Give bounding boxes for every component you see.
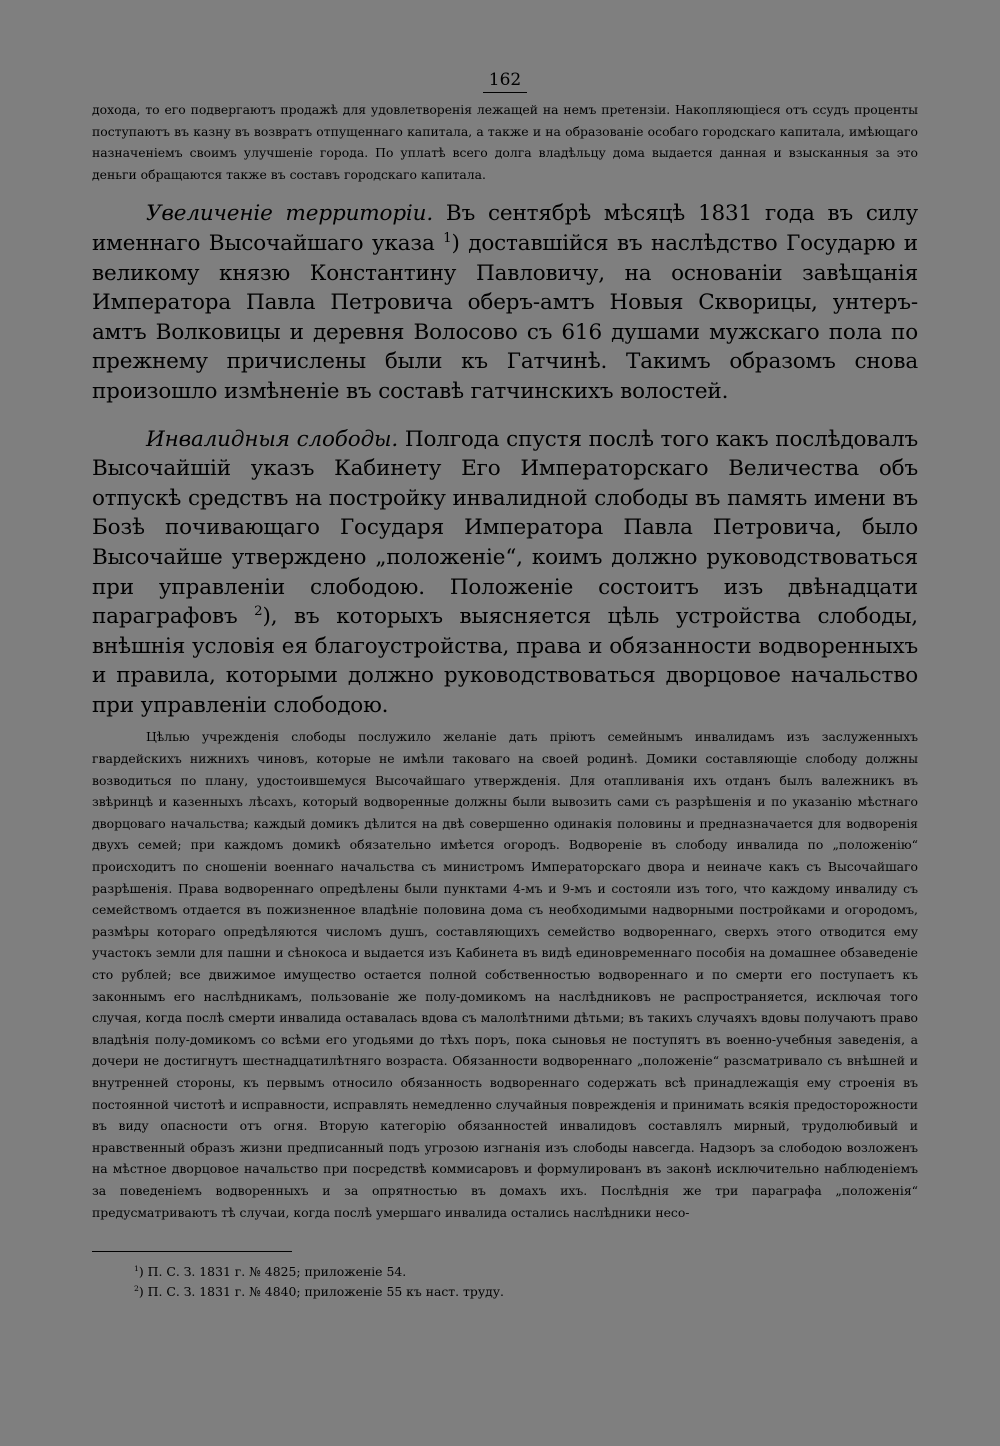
paragraph-territory	[92, 199, 918, 406]
settlements-text-part-1: Полгода спустя послѣ того какъ послѣдовалъ Высочайшій указъ Кабинету Его Императорскаго Величества объ отпускѣ средствъ на постройку инвалидной слободы въ память имени въ Бозѣ почивающаго Государя Императора Павла Петровича, было Высочайше утверждено „положеніе“, коимъ должно руководствоваться при управленіи слободою. Положеніе состоитъ изъ двѣнадцати параграфовъ	[92, 426, 918, 630]
territory-text-part-1: Въ сентябрѣ мѣсяцѣ 1831 года въ силу именнаго Высочайшаго указа	[92, 201, 918, 256]
section-heading-invalid-settlements: Инвалидныя слободы.	[146, 426, 399, 452]
footnote-ref-2: 2	[254, 603, 263, 619]
document-page	[92, 70, 918, 1302]
page-number	[92, 70, 918, 93]
footnote-1-text: ) П. С. З. 1831 г. № 4825; приложеніе 54.	[138, 1264, 407, 1280]
settlements-text-part-2: ), въ которыхъ выясняется цѣль устройства слободы, внѣшнія условія ея благоустройства, права и обязанности водворенныхъ и правила, которыми должно руководствоваться дворцовое начальство при управленіи слободою.	[92, 604, 918, 718]
paragraph-invalid-settlements	[92, 425, 918, 721]
footnote-2	[134, 1282, 918, 1302]
footnote-1	[134, 1262, 918, 1282]
paragraph-intro: дохода, то его подвергаютъ продажѣ для удовлетворенія лежащей на немъ претензіи. Накопляющіеся отъ ссудъ проценты поступаютъ въ казну въ возвратъ отпущеннаго капитала, а также и на образованіе особаго городскаго капитала, имѣющаго назначеніемъ своимъ улучшеніе города. По уплатѣ всего долга владѣльцу дома выдается данная и взысканныя за это деньги обращаются также въ составъ городскаго капитала.	[92, 102, 918, 182]
page-number-text: 162	[483, 70, 527, 93]
footnote-1-mark: 1	[134, 1264, 139, 1273]
footnote-2-text: ) П. С. З. 1831 г. № 4840; приложеніе 55 къ наст. труду.	[138, 1284, 504, 1300]
footnote-divider	[92, 1251, 292, 1252]
footnote-2-mark: 2	[134, 1284, 139, 1293]
footnote-ref-1: 1	[443, 230, 452, 246]
territory-text-part-2: ) доставшійся въ наслѣдство Государю и великому князю Константину Павловичу, на основаніи завѣщанія Императора Павла Петровича оберъ-амтъ Новыя Скворицы, унтеръ-амтъ Волковицы и деревня Волосово съ 616 душами мужскаго пола по прежнему причислены были къ Гатчинѣ. Такимъ образомъ снова произошло измѣненіе въ составѣ гатчинскихъ волостей.	[92, 230, 918, 404]
section-heading-territory: Увеличеніе территоріи.	[146, 201, 434, 227]
paragraph-settlement-details: Цѣлью учрежденія слободы послужило желаніе дать пріютъ семейнымъ инвалидамъ изъ заслуженныхъ гвардейскихъ нижнихъ чиновъ, которые не имѣли таковаго на своей родинѣ. Домики составляющіе слободу должны возводиться по плану, удостоившемуся Высочайшаго утвержденія. Для отапливанія ихъ отданъ былъ валежникъ въ звѣринцѣ и казенныхъ лѣсахъ, который водворенные должны были вывозить сами съ разрѣшенія и по указанію мѣстнаго дворцоваго начальства; каждый домикъ дѣлится на двѣ совершенно одинакія половины и предназначается для водворенія двухъ семей; при каждомъ домикѣ обязательно имѣется огородъ. Водвореніе въ слободу инвалида по „положенію“ происходитъ по сношеніи военнаго начальства съ министромъ Императорскаго двора и неиначе какъ съ Высочайшаго разрѣшенія. Права водвореннаго опредѣлены были пунктами 4-мъ и 9-мъ и состояли изъ того, что каждому инвалиду съ семействомъ отдается въ пожизненное владѣніе половина дома съ необходимыми надворными постройками и огородомъ, размѣры котораго опредѣляются числомъ душъ, составляющихъ семейство водвореннаго, сверхъ этого отводится ему участокъ земли для пашни и сѣнокоса и выдается изъ Кабинета въ видѣ единовременнаго пособія на домашнее обзаведеніе сто рублей; все движимое имущество остается полной собственностью водвореннаго и по смерти его поступаетъ къ законнымъ его наслѣдникамъ, пользованіе же полу-домикомъ на наслѣдниковъ не распространяется, исключая того случая, когда послѣ смерти инвалида оставалась вдова съ малолѣтними дѣтьми; въ такихъ случаяхъ вдовы получаютъ право владѣнія полу-домикомъ со всѣми его угодьями до тѣхъ поръ, пока сыновья не поступятъ въ военно-учебныя заведенія, а дочери не достигнутъ шестнадцатилѣтняго возраста. Обязанности водвореннаго „положеніе“ разсматривало съ внѣшней и внутренней стороны, къ первымъ относило обязанность водвореннаго содержать всѣ принадлежащія ему строенія въ постоянной чистотѣ и исправности, исправлять немедленно случайныя поврежденія и принимать всякія предосторожности въ виду опасности отъ огня. Вторую категорію обязанностей инвалидовъ составлялъ мирный, трудолюбивый и нравственный образъ жизни предписанный подъ угрозою изгнанія изъ слободы навсегда. Надзоръ за слободою возложенъ на мѣстное дворцовое начальство при посредствѣ коммисаровъ и формулированъ въ законѣ исключительно наблюденіемъ за поведеніемъ водворенныхъ и за опрятностью въ домахъ ихъ. Послѣднія же три параграфа „положенія“ предусматриваютъ тѣ случаи, когда послѣ умершаго инвалида остались наслѣдники несо-	[92, 729, 918, 1220]
footnotes	[92, 1262, 918, 1302]
